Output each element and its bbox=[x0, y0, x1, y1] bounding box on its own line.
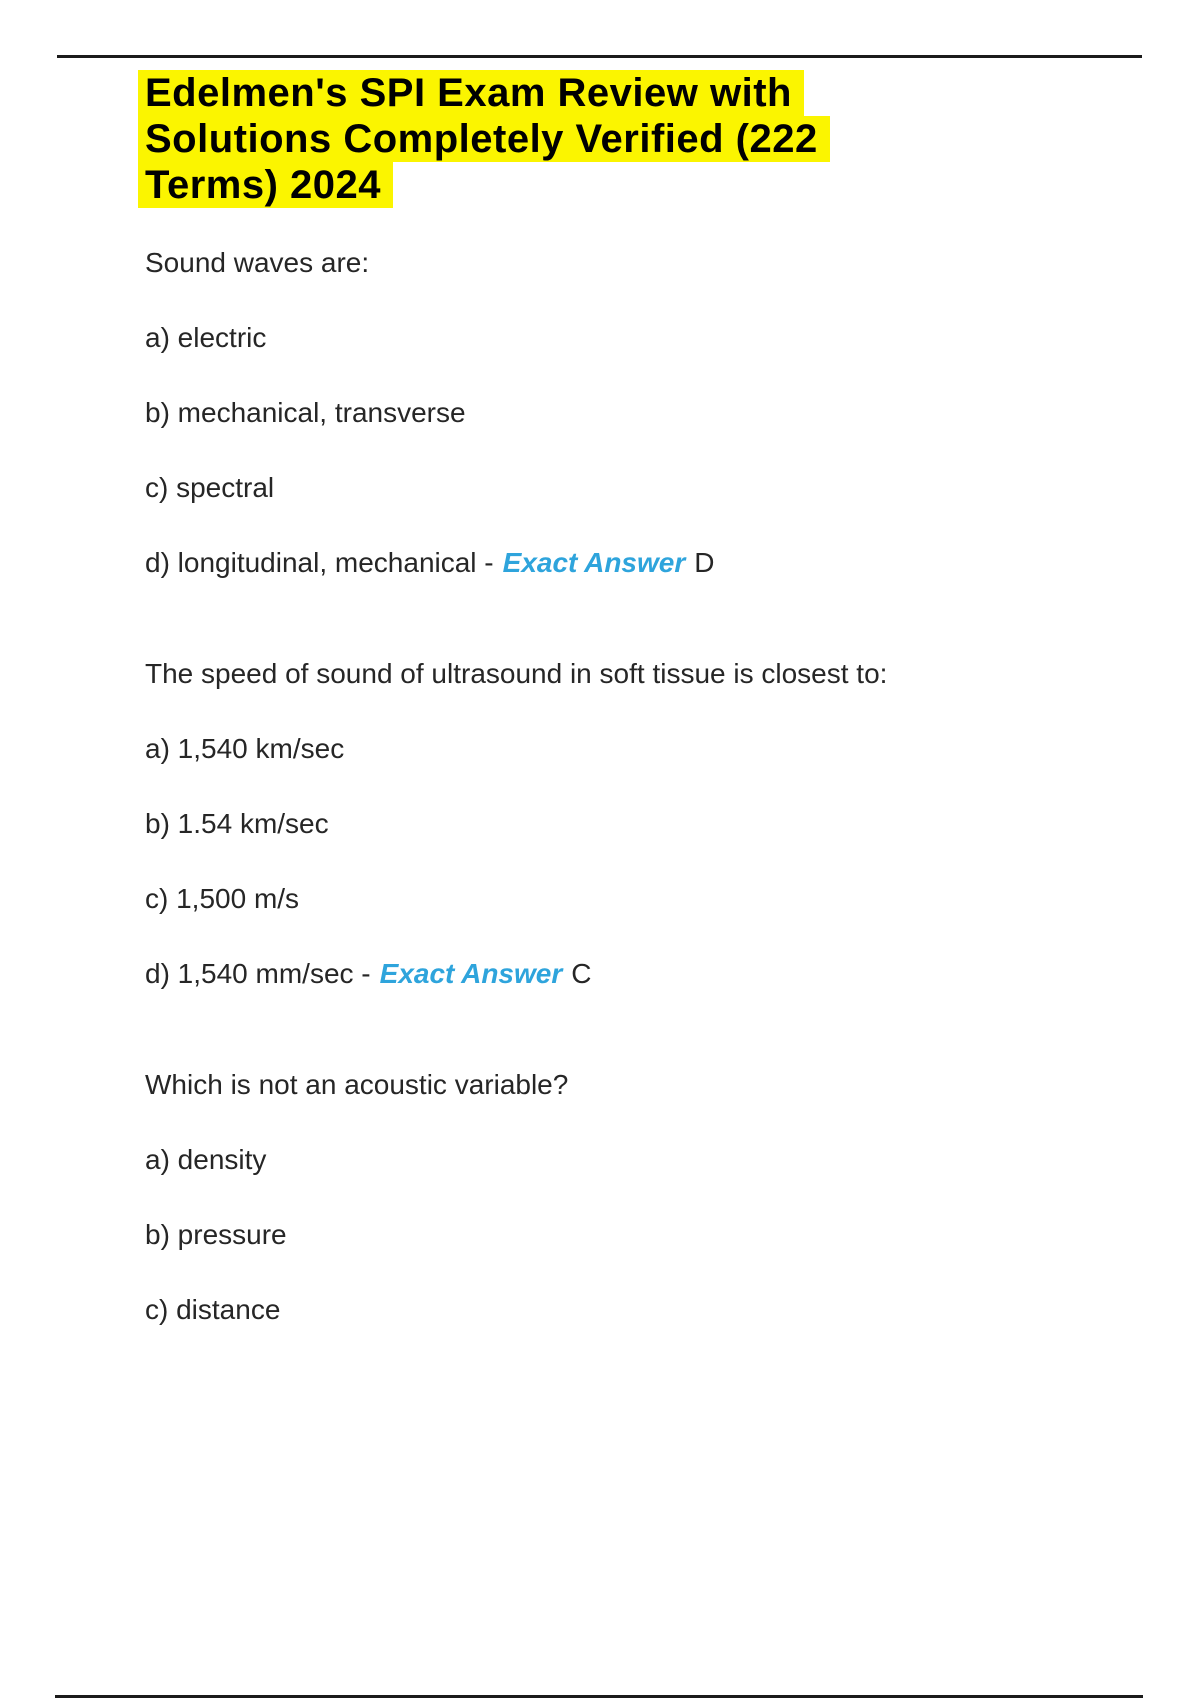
question-block-2 bbox=[145, 657, 1150, 990]
answer-line bbox=[145, 957, 1150, 990]
exact-answer-label: Exact Answer bbox=[379, 958, 563, 989]
answer-letter: C bbox=[571, 958, 592, 989]
option-text: b) mechanical, transverse bbox=[145, 397, 466, 428]
answer-line bbox=[145, 546, 1150, 579]
option-text: a) density bbox=[145, 1144, 267, 1175]
option-text: b) 1.54 km/sec bbox=[145, 808, 329, 839]
question-block-1 bbox=[145, 246, 1150, 579]
question-text: The speed of sound of ultrasound in soft tissue is closest to: bbox=[145, 658, 888, 689]
question-text: Which is not an acoustic variable? bbox=[145, 1069, 569, 1100]
bottom-divider bbox=[55, 1695, 1143, 1698]
option-text: a) 1,540 km/sec bbox=[145, 733, 345, 764]
question-text: Sound waves are: bbox=[145, 247, 370, 278]
answer-letter: D bbox=[694, 547, 715, 578]
option-text: d) longitudinal, mechanical - bbox=[145, 547, 494, 578]
option-text: d) 1,540 mm/sec - bbox=[145, 958, 371, 989]
title-line: Edelmen's SPI Exam Review with bbox=[138, 70, 804, 116]
option-text: b) pressure bbox=[145, 1219, 287, 1250]
option-text: c) 1,500 m/s bbox=[145, 883, 300, 914]
exact-answer-label: Exact Answer bbox=[502, 547, 686, 578]
option-text: c) distance bbox=[145, 1294, 281, 1325]
question-block-3 bbox=[145, 1068, 1150, 1326]
option-text: c) spectral bbox=[145, 472, 275, 503]
option-text: a) electric bbox=[145, 322, 267, 353]
title-line: Solutions Completely Verified (222 bbox=[138, 116, 830, 162]
page-title bbox=[145, 70, 1150, 208]
title-line: Terms) 2024 bbox=[138, 162, 393, 208]
